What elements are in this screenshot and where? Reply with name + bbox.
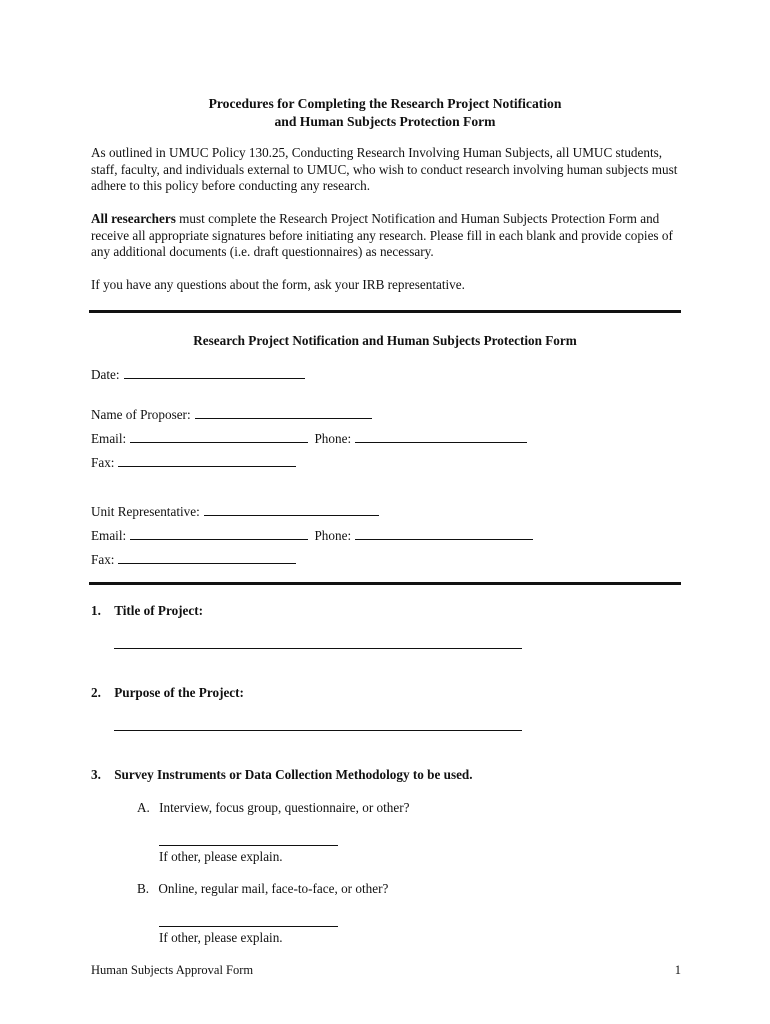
unit-rep-email-row [91, 526, 533, 544]
proposer-fax-field[interactable] [118, 453, 296, 467]
intro-paragraph-questions: If you have any questions about the form, ask your IRB representative. [91, 277, 465, 292]
page-title-line-1: Procedures for Completing the Research Project Notification [208, 96, 562, 111]
researchers-instructions: must complete the Research Project Notification and Human Subjects Protection Form and receive all appropriate signatures before initiating any research. Please fill in each blank and provide copies of any additional documents (i.e. draft questionnaires) as necessary. [91, 211, 673, 259]
question-3a-explain: If other, please explain. [159, 849, 283, 864]
section-divider-top [89, 310, 681, 313]
proposer-name-field[interactable] [195, 405, 372, 419]
all-researchers-emphasis: All researchers [91, 211, 176, 226]
proposer-phone-label: Phone: [314, 431, 352, 446]
unit-rep-row [91, 502, 379, 520]
unit-rep-fax-row [91, 550, 296, 568]
unit-rep-fax-label: Fax: [91, 552, 115, 567]
question-3a-text: Interview, focus group, questionnaire, or other? [159, 800, 410, 815]
question-3b-answer-line[interactable] [159, 926, 338, 927]
date-row [91, 365, 305, 383]
question-2 [91, 685, 244, 701]
footer-form-name: Human Subjects Approval Form [91, 963, 254, 977]
question-3a-answer-line[interactable] [159, 845, 338, 846]
question-3b-letter: B. [137, 881, 150, 896]
proposer-row [91, 405, 372, 423]
unit-rep-email-field[interactable] [130, 526, 308, 540]
question-3-number: 3. [91, 767, 101, 782]
question-2-number: 2. [91, 685, 101, 700]
question-3 [91, 767, 473, 783]
page-number: 1 [674, 963, 681, 977]
question-3a-letter: A. [137, 800, 150, 815]
question-3-text: Survey Instruments or Data Collection Methodology to be used. [114, 767, 473, 782]
proposer-fax-label: Fax: [91, 455, 115, 470]
unit-rep-phone-field[interactable] [355, 526, 533, 540]
unit-rep-fax-field[interactable] [118, 550, 296, 564]
page-title-line-2: and Human Subjects Protection Form [274, 114, 496, 129]
unit-rep-phone-label: Phone: [314, 528, 352, 543]
question-3b-explain: If other, please explain. [159, 930, 283, 945]
project-title-answer-line[interactable] [114, 648, 522, 649]
proposer-email-row [91, 429, 527, 447]
project-purpose-answer-line[interactable] [114, 730, 522, 731]
proposer-email-field[interactable] [130, 429, 308, 443]
question-2-text: Purpose of the Project: [114, 685, 244, 700]
question-1-number: 1. [91, 603, 101, 618]
unit-rep-label: Unit Representative: [91, 504, 200, 519]
question-3a [137, 800, 409, 816]
proposer-fax-row [91, 453, 296, 471]
form-title: Research Project Notification and Human Subjects Protection Form [193, 333, 577, 348]
date-field[interactable] [124, 365, 305, 379]
unit-rep-email-label: Email: [91, 528, 127, 543]
intro-paragraph-policy: As outlined in UMUC Policy 130.25, Conducting Research Involving Human Subjects, all UMUC students, staff, faculty, and individuals external to UMUC, who wish to conduct research involving human subjects must adhere to this policy before conducting any research. [91, 145, 678, 193]
section-divider-bottom [89, 582, 681, 585]
question-1 [91, 603, 203, 619]
proposer-phone-field[interactable] [355, 429, 527, 443]
intro-paragraph-researchers [91, 211, 681, 261]
question-1-text: Title of Project: [114, 603, 204, 618]
date-label: Date: [91, 367, 120, 382]
unit-rep-name-field[interactable] [204, 502, 379, 516]
question-3b [137, 881, 388, 897]
question-3b-text: Online, regular mail, face-to-face, or other? [158, 881, 389, 896]
proposer-email-label: Email: [91, 431, 127, 446]
proposer-label: Name of Proposer: [91, 407, 191, 422]
